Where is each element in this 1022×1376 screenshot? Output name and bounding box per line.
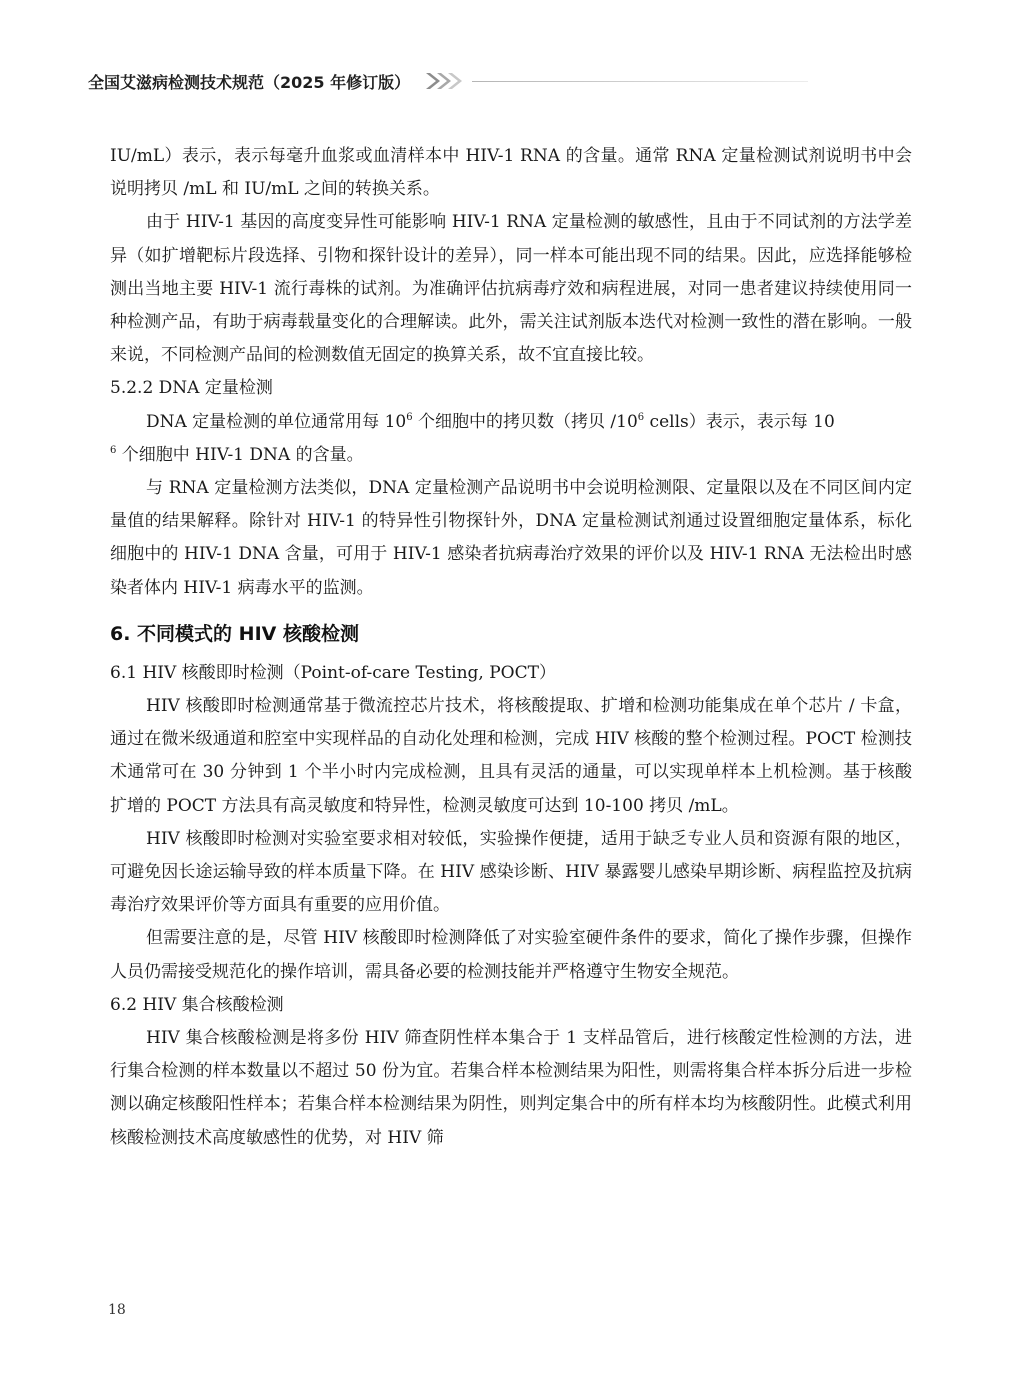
- section-heading-6-2: 6.2 HIV 集合核酸检测: [110, 994, 284, 1015]
- running-header: [88, 66, 808, 96]
- paragraph-dna-units: [110, 406, 912, 472]
- paragraph-poct-technology: HIV 核酸即时检测通常基于微流控芯片技术，将核酸提取、扩增和检测功能集成在单个芯片 / 卡盒，通过在微米级通道和腔室中实现样品的自动化处理和检测，完成 HIV 核酸的整个检测过程。POCT 检测技术通常可在 30 分钟到 1 个半小时内完成检测，且具有灵活的通量，可以实现单样本上机检测。基于核酸扩增的 POCT 方法具有高灵敏度和特异性，检测灵敏度可达到 10-100 拷贝 /mL。: [110, 696, 912, 816]
- header-title: 全国艾滋病检测技术规范（2025 年修订版）: [88, 72, 411, 92]
- paragraph-poct-application: HIV 核酸即时检测对实验室要求相对较低，实验操作便捷，适用于缺乏专业人员和资源有限的地区，可避免因长途运输导致的样本质量下降。在 HIV 感染诊断、HIV 暴露婴儿感染早期诊断、病程监控及抗病毒治疗效果评价等方面具有重要的应用价值。: [110, 828, 912, 916]
- paragraph-rna-variability: 由于 HIV-1 基因的高度变异性可能影响 HIV-1 RNA 定量检测的敏感性，且由于不同试剂的方法学差异（如扩增靶标片段选择、引物和探针设计的差异），同一样本可能出现不同的结果。因此，应选择能够检测出当地主要 HIV-1 流行毒株的试剂。为准确评估抗病毒疗效和病程进展，对同一患者建议持续使用同一种检测产品，有助于病毒载量变化的合理解读。此外，需关注试剂版本迭代对检测一致性的潜在影响。一般来说，不同检测产品间的检测数值无固定的换算关系，故不宜直接比较。: [110, 212, 912, 366]
- page-number: 18: [108, 1302, 126, 1318]
- paragraph-dna-method: 与 RNA 定量检测方法类似，DNA 定量检测产品说明书中会说明检测限、定量限以及在不同区间内定量值的结果解释。除针对 HIV-1 的特异性引物探针外，DNA 定量检测试剂通过设置细胞定量体系，标化细胞中的 HIV-1 DNA 含量，可用于 HIV-1 感染者抗病毒治疗效果的评价以及 HIV-1 RNA 无法检出时感染者体内 HIV-1 病毒水平的监测。: [110, 478, 912, 598]
- triple-chevron-right-icon: [426, 72, 462, 90]
- chapter-heading-6: 6. 不同模式的 HIV 核酸检测: [110, 622, 359, 645]
- page-body: [110, 140, 912, 1155]
- superscript-exponent: 6: [406, 411, 413, 423]
- dna-units-text-d: 个细胞中 HIV-1 DNA 的含量。: [116, 444, 364, 465]
- superscript-exponent: 6: [110, 444, 117, 456]
- dna-units-text-c: cells）表示，表示每 10: [644, 411, 835, 432]
- section-heading-6-1: 6.1 HIV 核酸即时检测（Point-of-care Testing, POCT）: [110, 662, 556, 683]
- header-rule: [472, 81, 808, 82]
- dna-units-text-a: DNA 定量检测的单位通常用每 10: [146, 411, 407, 432]
- paragraph-pooled-testing: HIV 集合核酸检测是将多份 HIV 筛查阴性样本集合于 1 支样品管后，进行核酸定性检测的方法，进行集合检测的样本数量以不超过 50 份为宜。若集合样本检测结果为阳性，则需将集合样本拆分后进一步检测以确定核酸阳性样本；若集合样本检测结果为阴性，则判定集合中的所有样本均为核酸阴性。此模式利用核酸检测技术高度敏感性的优势，对 HIV 筛: [110, 1028, 912, 1148]
- section-heading-5-2-2: 5.2.2 DNA 定量检测: [110, 378, 273, 399]
- paragraph-poct-caution: 但需要注意的是，尽管 HIV 核酸即时检测降低了对实验室硬件条件的要求，简化了操作步骤，但操作人员仍需接受规范化的操作培训，需具备必要的检测技能并严格遵守生物安全规范。: [110, 928, 912, 982]
- dna-units-text-b: 个细胞中的拷贝数（拷贝 /10: [412, 411, 638, 432]
- superscript-exponent: 6: [637, 411, 645, 423]
- paragraph-rna-units: IU/mL）表示，表示每毫升血浆或血清样本中 HIV-1 RNA 的含量。通常 RNA 定量检测试剂说明书中会说明拷贝 /mL 和 IU/mL 之间的转换关系。: [110, 146, 912, 200]
